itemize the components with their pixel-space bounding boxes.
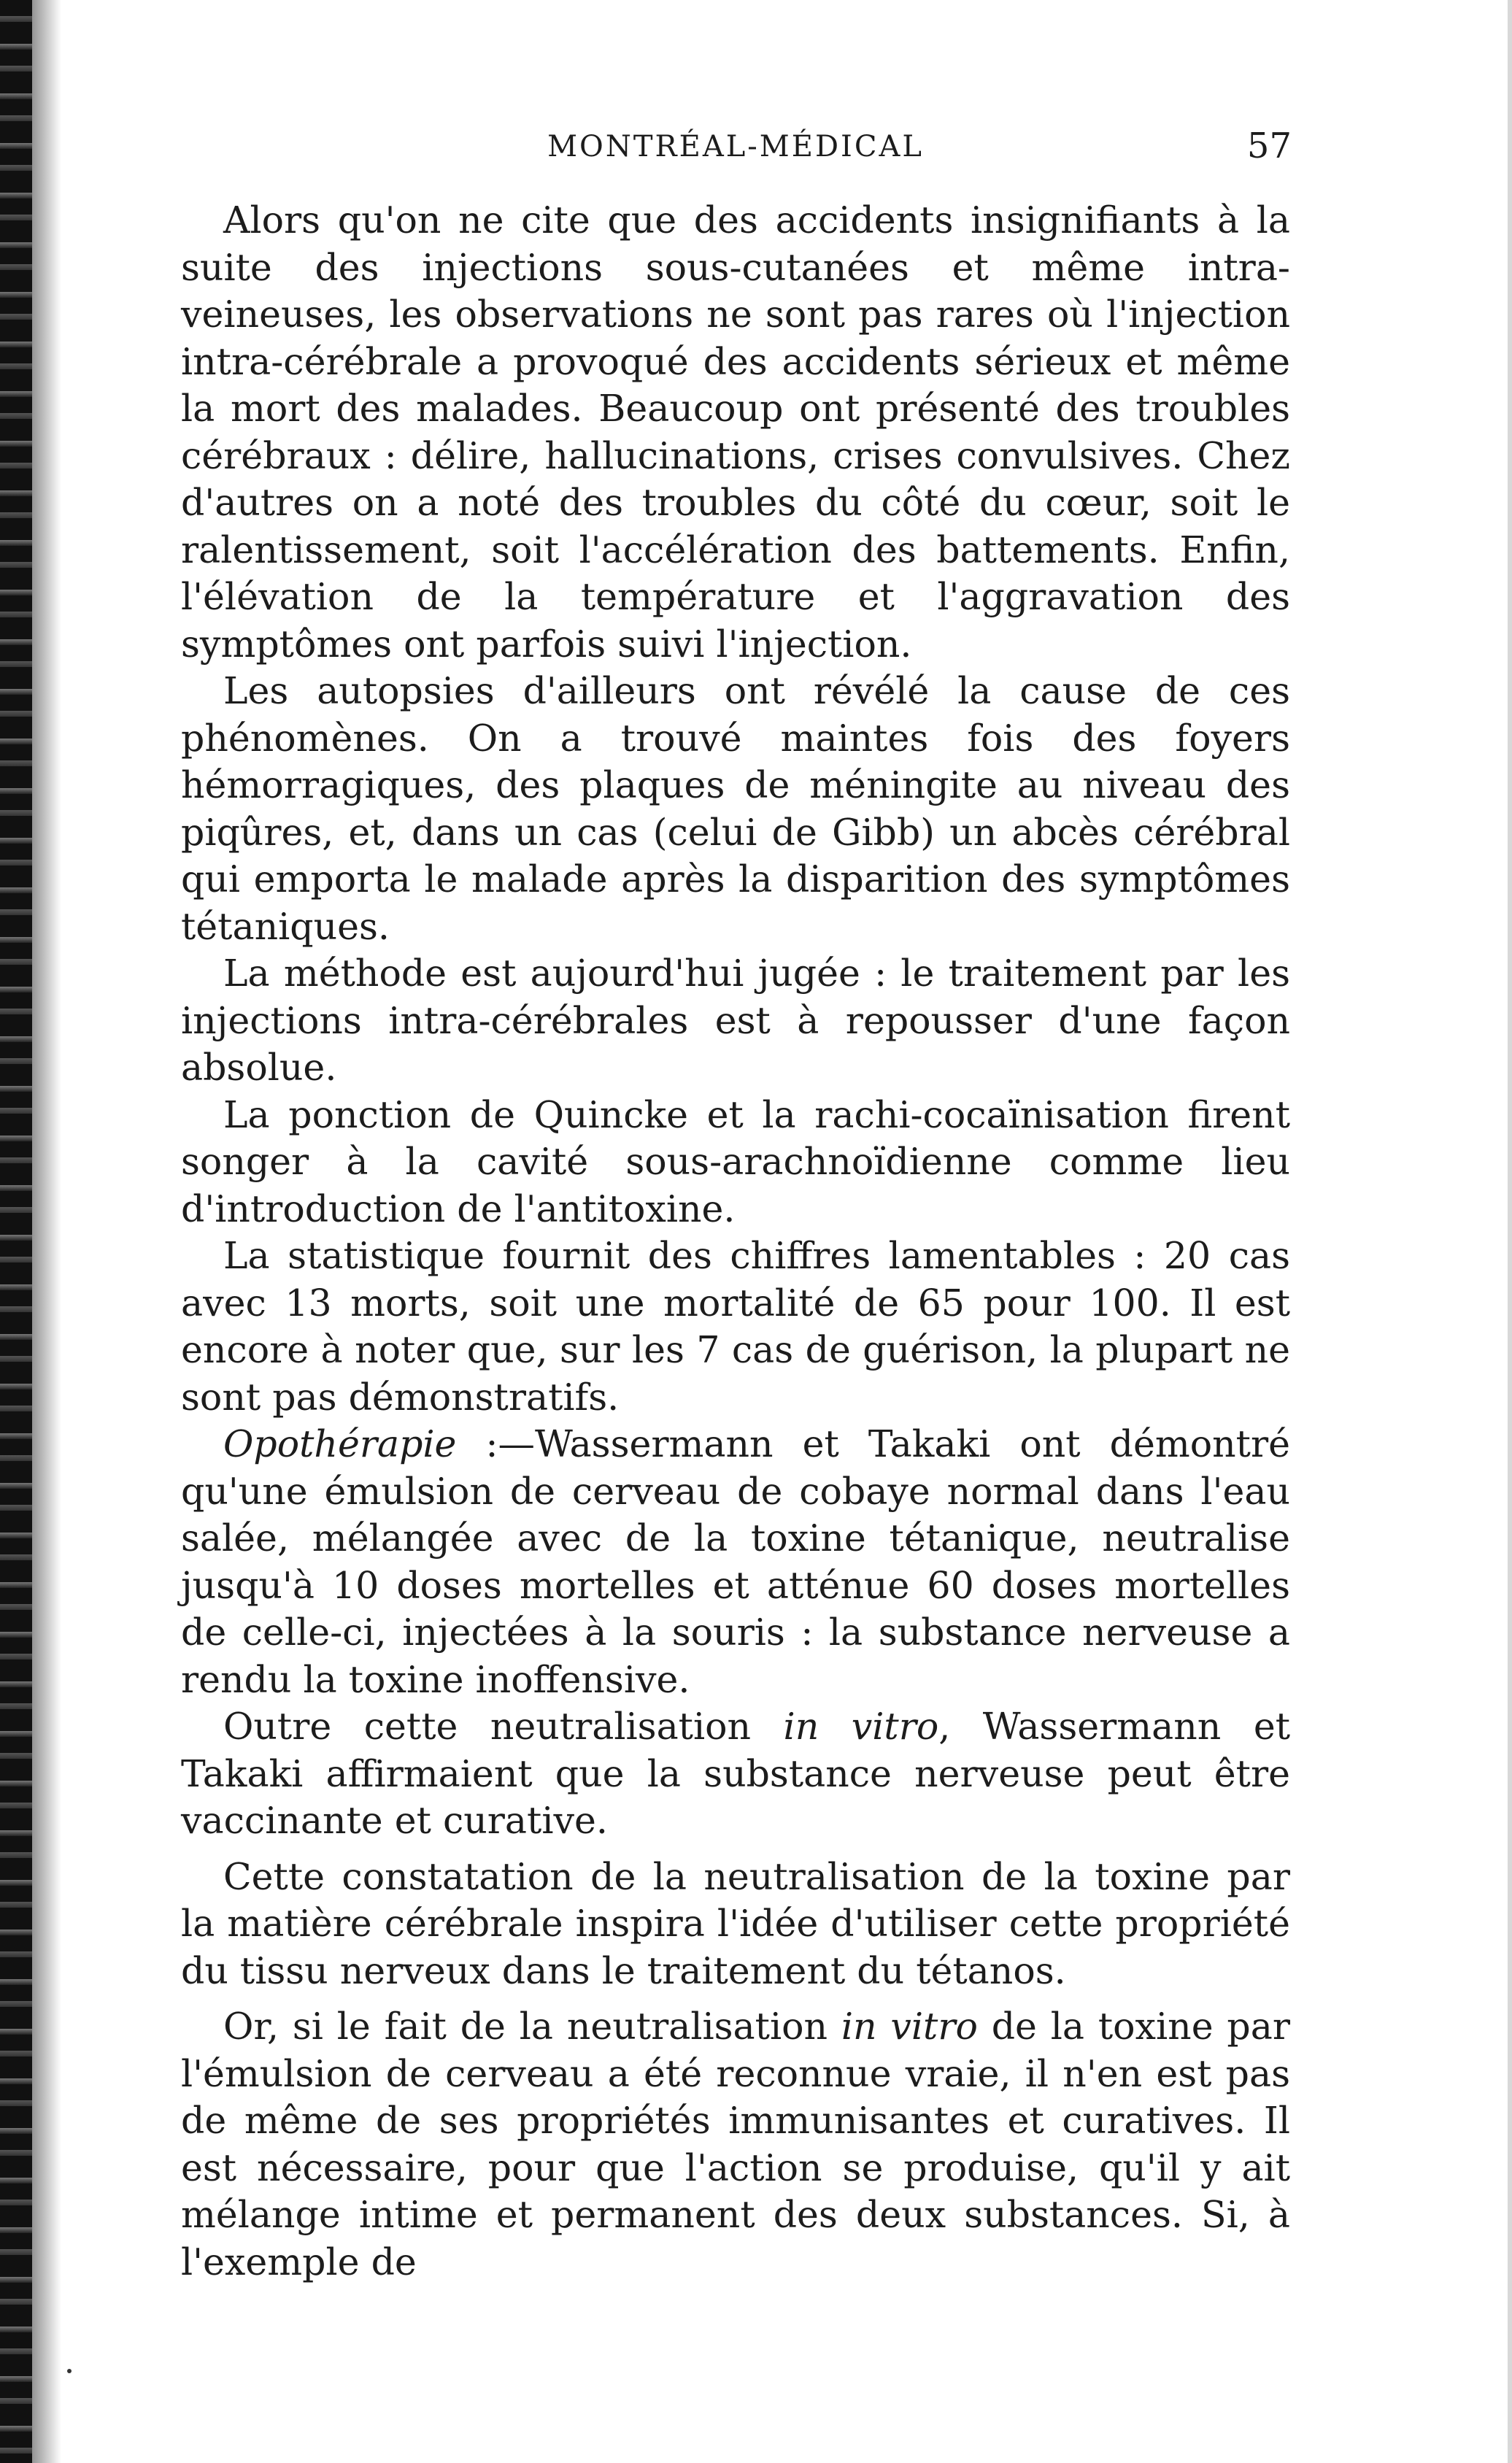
scan-shadow [32,0,61,2463]
paragraph-accidents: Alors qu'on ne cite que des accidents insignifiants à la suite des injections sous-cutanées et même intra-veineuses, les observations ne sont pas rares où l'injection intra-cérébrale a provoqué des accidents sérieux et même la mort des malades. Beaucoup ont présenté des troubles cérébraux : délire, hallucinations, crises convulsives. Chez d'autres on a noté des troubles du côté du cœur, soit le ralentissement, soit l'accélération des battements. Enfin, l'élévation de la température et l'aggravation des symptômes ont parfois suivi l'injection. [181,198,1290,666]
section-label-opotherapie: Opothérapie [223,1422,457,1465]
or-si-text-before: Or, si le fait de la neutralisation [223,2005,841,2048]
paragraph-statistique: La statistique fournit des chiffres lamentables : 20 cas avec 13 morts, soit une mortalité de 65 pour 100. Il est encore à noter que, sur les 7 cas de guérison, la plupart ne sont pas démonstratifs. [181,1234,1290,1419]
body-text [181,197,1290,2286]
paragraph-autopsies: Les autopsies d'ailleurs ont révélé la cause de ces phénomènes. On a trouvé maintes fois des foyers hémorragiques, des plaques de méningite au niveau des piqûres, et, dans un cas (celui de Gibb) un abcès cérébral qui emporta le malade après la disparition des symptômes tétaniques. [181,669,1290,948]
paragraph-methode: La méthode est aujourd'hui jugée : le traitement par les injections intra-cérébrales est à repousser d'une façon absolue. [181,952,1290,1089]
or-si-text-after: de la toxine par l'émulsion de cerveau a été reconnue vraie, il n'en est pas de même de ses propriétés immunisantes et curatives. Il est nécessaire, pour que l'action se produise, qu'il y ait mélange intime et permanent des deux substances. Si, à l'exemple de [181,2005,1291,2283]
neutralisation-text-after: , Wassermann et Takaki affirmaient que la substance nerveuse peut être vaccinante et curative. [181,1705,1290,1842]
in-vitro-italic-2: in vitro [841,2005,978,2048]
running-head [181,117,1290,175]
paragraph-or-si [181,2003,1290,2286]
paragraph-constatation: Cette constatation de la neutralisation de la toxine par la matière cérébrale inspira l'idée d'utiliser cette propriété du tissu nerveux dans le traitement du tétanos. [181,1854,1290,1992]
in-vitro-italic: in vitro [783,1705,939,1748]
scan-binding-edge [0,0,32,2463]
paragraph-neutralisation [181,1703,1290,1845]
neutralisation-text-before: Outre cette neutralisation [223,1705,784,1748]
journal-title: MONTRÉAL-MÉDICAL [547,130,924,163]
opotherapie-text: :—Wassermann et Takaki ont démontré qu'une émulsion de cerveau de cobaye normal dans l'eau salée, mélangée avec de la toxine tétanique, neutralise jusqu'à 10 doses mortelles et atténue 60 doses mortelles de celle-ci, injectées à la souris : la substance nerveuse a rendu la toxine inoffensive. [181,1422,1290,1701]
scan-speck [67,2369,72,2373]
scan-right-edge [1508,0,1512,2463]
paragraph-opotherapie [181,1421,1290,1703]
book-page [181,117,1290,2286]
paragraph-ponction: La ponction de Quincke et la rachi-cocaïnisation firent songer à la cavité sous-arachnoïdienne comme lieu d'introduction de l'antitoxine. [181,1092,1290,1230]
page-number: 57 [1246,126,1292,166]
